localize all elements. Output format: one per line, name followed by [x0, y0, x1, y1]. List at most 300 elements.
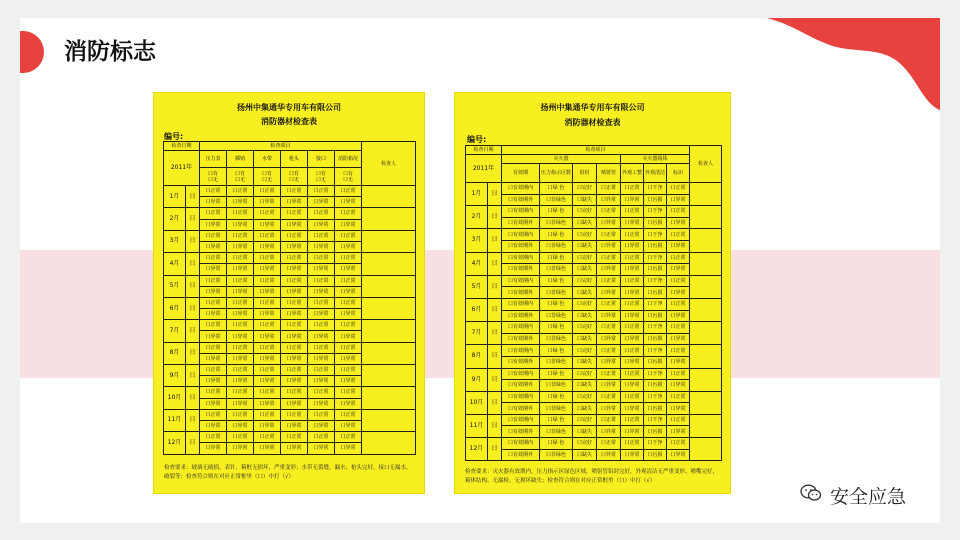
status-cell: 口异常 — [281, 219, 308, 230]
status-cell: 口异常 — [227, 376, 254, 387]
status-cell: 口正常 — [667, 206, 690, 218]
status-cell: 口异常 — [200, 376, 227, 387]
item-header: 压力指示区数 — [540, 164, 573, 183]
status-cell: 口异常 — [281, 241, 308, 252]
status-cell: 口正常 — [308, 253, 335, 264]
item-options — [335, 168, 362, 186]
day-label: 日 — [488, 206, 502, 229]
status-cell: 口异常 — [281, 353, 308, 364]
status-cell: 口正常 — [621, 183, 644, 195]
status-cell: 口正常 — [621, 391, 644, 403]
status-cell: 口异常 — [254, 353, 281, 364]
inspector-cell — [690, 368, 722, 391]
status-cell: 口非绿色 — [540, 217, 573, 229]
status-cell: 口有效期内 — [502, 298, 540, 310]
status-cell: 口正常 — [227, 365, 254, 376]
status-cell: 口正常 — [227, 409, 254, 420]
status-cell: 口正常 — [254, 320, 281, 331]
status-cell: 口异常 — [281, 398, 308, 409]
form-left-note: 检查要求：玻璃无破损，表针、箱框无损坏，严重变形；水带无裂缝，漏水；枪头完好，接口无漏水，破裂等；检查符合则在对应正常框里（口）中打（√） — [164, 465, 412, 480]
status-cell: 口有效期内 — [502, 438, 540, 450]
status-cell: 口正常 — [667, 298, 690, 310]
status-cell: 口异常 — [667, 287, 690, 299]
status-cell: 口正常 — [597, 275, 621, 287]
status-cell: 口有效期外 — [502, 426, 540, 438]
status-cell: 口正常 — [281, 387, 308, 398]
status-cell: 口异常 — [335, 286, 362, 297]
status-cell: 口非绿色 — [540, 356, 573, 368]
status-cell: 口异常 — [281, 264, 308, 275]
inspector-cell — [690, 391, 722, 414]
item-header: 铅封 — [573, 164, 597, 183]
day-label: 日 — [488, 438, 502, 461]
header-inspector: 检查人 — [690, 146, 722, 183]
inspector-cell — [362, 387, 416, 409]
status-cell: 口异常 — [227, 443, 254, 454]
month-label: 3月 — [164, 230, 186, 252]
status-cell: 口正常 — [621, 414, 644, 426]
status-cell: 口异常 — [335, 219, 362, 230]
status-cell: 口完好 — [573, 206, 597, 218]
item-options — [200, 168, 227, 186]
status-cell: 口正常 — [597, 183, 621, 195]
status-cell: 口绿 色 — [540, 322, 573, 334]
day-label: 日 — [186, 297, 200, 319]
status-cell: 口有效期内 — [502, 391, 540, 403]
status-cell: 口异常 — [254, 241, 281, 252]
status-cell: 口完好 — [573, 298, 597, 310]
status-cell: 口正常 — [667, 322, 690, 334]
status-cell: 口正常 — [254, 208, 281, 219]
month-label: 11月 — [164, 409, 186, 431]
status-cell: 口正常 — [667, 252, 690, 264]
status-cell: 口缺失 — [573, 217, 597, 229]
month-label: 8月 — [466, 345, 488, 368]
status-cell: 口正常 — [621, 206, 644, 218]
status-cell: 口非绿色 — [540, 403, 573, 415]
status-cell: 口完好 — [573, 438, 597, 450]
option-no: 口无 — [262, 176, 273, 183]
status-cell: 口绿 色 — [540, 229, 573, 241]
title-accent-shape — [20, 31, 44, 73]
status-cell: 口污损 — [644, 449, 667, 461]
item-header: 压力表 — [200, 151, 227, 168]
status-cell: 口异常 — [227, 420, 254, 431]
status-cell: 口正常 — [597, 252, 621, 264]
day-label: 日 — [186, 320, 200, 342]
status-cell: 口异常 — [308, 264, 335, 275]
inspector-cell — [362, 342, 416, 364]
status-cell: 口正常 — [281, 253, 308, 264]
status-cell: 口正常 — [621, 438, 644, 450]
status-cell: 口异常 — [667, 264, 690, 276]
status-cell: 口有效期外 — [502, 194, 540, 206]
status-cell: 口正常 — [335, 275, 362, 286]
item-options — [281, 168, 308, 186]
status-cell: 口正常 — [308, 275, 335, 286]
status-cell: 口有效期外 — [502, 380, 540, 392]
status-cell: 口正常 — [254, 365, 281, 376]
status-cell: 口绿 色 — [540, 183, 573, 195]
inspector-cell — [690, 206, 722, 229]
status-cell: 口缺失 — [573, 380, 597, 392]
status-cell: 口异常 — [200, 398, 227, 409]
status-cell: 口正常 — [281, 186, 308, 197]
wechat-logo-icon — [800, 484, 822, 502]
month-label: 1月 — [466, 183, 488, 206]
inspector-cell — [690, 183, 722, 206]
status-cell: 口异常 — [227, 241, 254, 252]
month-label: 2月 — [164, 208, 186, 230]
status-cell: 口正常 — [335, 387, 362, 398]
month-label: 12月 — [164, 432, 186, 454]
status-cell: 口异常 — [667, 426, 690, 438]
day-label: 日 — [488, 298, 502, 321]
status-cell: 口异常 — [254, 376, 281, 387]
status-cell: 口绿 色 — [540, 298, 573, 310]
status-cell: 口正常 — [597, 391, 621, 403]
status-cell: 口完好 — [573, 345, 597, 357]
month-label: 11月 — [466, 414, 488, 437]
status-cell: 口缺失 — [573, 264, 597, 276]
status-cell: 口异常 — [667, 449, 690, 461]
status-cell: 口正常 — [335, 253, 362, 264]
status-cell: 口正常 — [227, 208, 254, 219]
inspector-cell — [362, 409, 416, 431]
month-label: 3月 — [466, 229, 488, 252]
status-cell: 口正常 — [308, 230, 335, 241]
status-cell: 口正常 — [667, 438, 690, 450]
status-cell: 口异常 — [254, 197, 281, 208]
status-cell: 口异常 — [254, 219, 281, 230]
status-cell: 口正常 — [308, 186, 335, 197]
status-cell: 口有效期内 — [502, 345, 540, 357]
status-cell: 口异常 — [200, 443, 227, 454]
status-cell: 口正常 — [621, 252, 644, 264]
form-right-table — [465, 145, 722, 461]
status-cell: 口正常 — [335, 342, 362, 353]
status-cell: 口正常 — [200, 342, 227, 353]
inspector-cell — [690, 275, 722, 298]
status-cell: 口异常 — [621, 426, 644, 438]
status-cell: 口正常 — [667, 368, 690, 380]
form-right-company: 扬州中集通华专用车有限公司 — [540, 103, 645, 112]
item-header: 接口 — [308, 151, 335, 168]
inspector-cell — [690, 414, 722, 437]
option-yes: 口有 — [235, 170, 246, 177]
status-cell: 口缺失 — [573, 426, 597, 438]
header-check-items: 检查项目 — [200, 142, 362, 151]
status-cell: 口有效期外 — [502, 449, 540, 461]
status-cell: 口正常 — [254, 432, 281, 443]
status-cell: 口正常 — [308, 432, 335, 443]
status-cell: 口异常 — [667, 194, 690, 206]
month-label: 2月 — [466, 206, 488, 229]
status-cell: 口正常 — [227, 186, 254, 197]
month-label: 1月 — [164, 186, 186, 208]
status-cell: 口异常 — [335, 443, 362, 454]
status-cell: 口有效期内 — [502, 414, 540, 426]
status-cell: 口完好 — [573, 322, 597, 334]
status-cell: 口有效期外 — [502, 403, 540, 415]
form-left-title: 消防器材检查表 — [261, 117, 317, 126]
status-cell: 口异常 — [308, 331, 335, 342]
status-cell: 口污损 — [644, 194, 667, 206]
option-yes: 口有 — [262, 170, 273, 177]
status-cell: 口正常 — [254, 409, 281, 420]
header-check-items: 检查项目 — [502, 146, 690, 155]
status-cell: 口缺失 — [573, 310, 597, 322]
status-cell: 口正常 — [667, 229, 690, 241]
month-label: 10月 — [164, 387, 186, 409]
status-cell: 口异常 — [621, 240, 644, 252]
status-cell: 口正常 — [281, 320, 308, 331]
month-label: 5月 — [466, 275, 488, 298]
status-cell: 口绿 色 — [540, 206, 573, 218]
status-cell: 口异常 — [200, 353, 227, 364]
status-cell: 口正常 — [200, 320, 227, 331]
status-cell: 口非绿色 — [540, 287, 573, 299]
status-cell: 口干净 — [644, 298, 667, 310]
status-cell: 口正常 — [335, 297, 362, 308]
status-cell: 口正常 — [200, 186, 227, 197]
option-yes: 口有 — [208, 170, 219, 177]
status-cell: 口干净 — [644, 183, 667, 195]
status-cell: 口异常 — [200, 420, 227, 431]
inspector-cell — [362, 230, 416, 252]
status-cell: 口正常 — [227, 275, 254, 286]
status-cell: 口正常 — [621, 345, 644, 357]
status-cell: 口异常 — [667, 380, 690, 392]
day-label: 日 — [186, 230, 200, 252]
status-cell: 口异常 — [281, 286, 308, 297]
inspector-cell — [362, 365, 416, 387]
status-cell: 口异常 — [308, 286, 335, 297]
status-cell: 口异常 — [254, 309, 281, 320]
item-options — [308, 168, 335, 186]
status-cell: 口正常 — [308, 320, 335, 331]
status-cell: 口异常 — [200, 197, 227, 208]
month-label: 12月 — [466, 438, 488, 461]
form-left-table — [163, 141, 416, 455]
day-label: 日 — [488, 275, 502, 298]
status-cell: 口非绿色 — [540, 333, 573, 345]
month-label: 4月 — [164, 253, 186, 275]
status-cell: 口污损 — [644, 310, 667, 322]
status-cell: 口正常 — [200, 253, 227, 264]
day-label: 日 — [186, 275, 200, 297]
status-cell: 口正常 — [200, 208, 227, 219]
status-cell: 口绿 色 — [540, 252, 573, 264]
status-cell: 口正常 — [227, 230, 254, 241]
form-left-serial: 编号: — [164, 132, 184, 141]
status-cell: 口缺失 — [573, 333, 597, 345]
status-cell: 口正常 — [281, 297, 308, 308]
day-label: 日 — [488, 322, 502, 345]
option-no: 口无 — [208, 176, 219, 183]
option-no: 口无 — [235, 176, 246, 183]
status-cell: 口异常 — [335, 241, 362, 252]
month-label: 5月 — [164, 275, 186, 297]
status-cell: 口干净 — [644, 229, 667, 241]
status-cell: 口绿 色 — [540, 345, 573, 357]
status-cell: 口干净 — [644, 391, 667, 403]
status-cell: 口有效期内 — [502, 183, 540, 195]
status-cell: 口正常 — [308, 208, 335, 219]
status-cell: 口绿 色 — [540, 438, 573, 450]
day-label: 日 — [488, 368, 502, 391]
status-cell: 口正常 — [308, 365, 335, 376]
status-cell: 口污损 — [644, 287, 667, 299]
status-cell: 口异常 — [200, 309, 227, 320]
status-cell: 口完好 — [573, 368, 597, 380]
status-cell: 口异常 — [597, 426, 621, 438]
month-label: 6月 — [466, 298, 488, 321]
inspector-cell — [690, 438, 722, 461]
status-cell: 口正常 — [254, 275, 281, 286]
status-cell: 口有效期内 — [502, 275, 540, 287]
status-cell: 口异常 — [621, 356, 644, 368]
inspector-cell — [690, 252, 722, 275]
item-header: 外观工整 — [621, 164, 644, 183]
slide-title: 消防标志 — [64, 39, 156, 65]
option-no: 口无 — [316, 176, 327, 183]
day-label: 日 — [488, 183, 502, 206]
month-label: 7月 — [466, 322, 488, 345]
status-cell: 口绿 色 — [540, 414, 573, 426]
status-cell: 口正常 — [597, 345, 621, 357]
status-cell: 口缺失 — [573, 240, 597, 252]
status-cell: 口异常 — [335, 197, 362, 208]
status-cell: 口正常 — [227, 253, 254, 264]
status-cell: 口正常 — [597, 229, 621, 241]
status-cell: 口正常 — [227, 297, 254, 308]
status-cell: 口异常 — [308, 197, 335, 208]
status-cell: 口正常 — [254, 230, 281, 241]
status-cell: 口异常 — [597, 380, 621, 392]
status-cell: 口正常 — [308, 387, 335, 398]
option-yes: 口有 — [316, 170, 327, 177]
day-label: 日 — [488, 345, 502, 368]
status-cell: 口正常 — [597, 322, 621, 334]
status-cell: 口异常 — [597, 264, 621, 276]
status-cell: 口异常 — [621, 217, 644, 229]
status-cell: 口异常 — [200, 264, 227, 275]
status-cell: 口非绿色 — [540, 380, 573, 392]
status-cell: 口异常 — [308, 241, 335, 252]
status-cell: 口异常 — [281, 197, 308, 208]
day-label: 日 — [488, 252, 502, 275]
status-cell: 口正常 — [281, 365, 308, 376]
status-cell: 口干净 — [644, 275, 667, 287]
status-cell: 口异常 — [621, 194, 644, 206]
status-cell: 口有效期外 — [502, 287, 540, 299]
status-cell: 口正常 — [227, 342, 254, 353]
month-label: 4月 — [466, 252, 488, 275]
status-cell: 口正常 — [281, 275, 308, 286]
status-cell: 口绿 色 — [540, 391, 573, 403]
item-header: 枪头 — [281, 151, 308, 168]
status-cell: 口异常 — [227, 264, 254, 275]
status-cell: 口污损 — [644, 403, 667, 415]
status-cell: 口正常 — [667, 345, 690, 357]
status-cell: 口异常 — [667, 310, 690, 322]
status-cell: 口异常 — [227, 197, 254, 208]
status-cell: 口有效期外 — [502, 356, 540, 368]
day-label: 日 — [186, 342, 200, 364]
month-label: 10月 — [466, 391, 488, 414]
item-header: 外观清洁 — [644, 164, 667, 183]
status-cell: 口有效期内 — [502, 368, 540, 380]
status-cell: 口正常 — [308, 297, 335, 308]
status-cell: 口异常 — [308, 398, 335, 409]
status-cell: 口正常 — [308, 409, 335, 420]
group-extinguisher-box: 灭火器箱体 — [621, 155, 690, 164]
status-cell: 口干净 — [644, 438, 667, 450]
status-cell: 口正常 — [200, 275, 227, 286]
status-cell: 口缺失 — [573, 449, 597, 461]
status-cell: 口异常 — [597, 240, 621, 252]
day-label: 日 — [488, 229, 502, 252]
status-cell: 口非绿色 — [540, 449, 573, 461]
status-cell: 口异常 — [308, 219, 335, 230]
status-cell: 口正常 — [254, 186, 281, 197]
status-cell: 口正常 — [667, 183, 690, 195]
inspector-cell — [362, 208, 416, 230]
option-no: 口无 — [289, 176, 300, 183]
header-check-date: 检查日期 — [164, 142, 200, 151]
inspector-cell — [690, 229, 722, 252]
status-cell: 口异常 — [200, 241, 227, 252]
status-cell: 口正常 — [597, 414, 621, 426]
status-cell: 口完好 — [573, 275, 597, 287]
month-label: 9月 — [164, 365, 186, 387]
header-year: 2011年 — [466, 155, 502, 183]
form-right-serial: 编号: — [467, 135, 487, 144]
item-header: 水带 — [254, 151, 281, 168]
status-cell: 口缺失 — [573, 194, 597, 206]
status-cell: 口正常 — [200, 432, 227, 443]
status-cell: 口污损 — [644, 264, 667, 276]
status-cell: 口正常 — [254, 297, 281, 308]
status-cell: 口污损 — [644, 240, 667, 252]
status-cell: 口污损 — [644, 217, 667, 229]
month-label: 6月 — [164, 297, 186, 319]
status-cell: 口异常 — [335, 353, 362, 364]
form-right-note: 检查要求：灭火器有效期内，压力指示区绿色区域，喷射管铅封完好，外观清洁无严重变形、喷嘴完好，箱体结构、无漏检，无损坏缺失；检查符合则在对应正常框里（口）中打（√） — [465, 469, 719, 484]
status-cell: 口绿 色 — [540, 368, 573, 380]
status-cell: 口正常 — [667, 391, 690, 403]
status-cell: 口异常 — [335, 309, 362, 320]
status-cell: 口正常 — [597, 438, 621, 450]
status-cell: 口干净 — [644, 414, 667, 426]
status-cell: 口正常 — [335, 320, 362, 331]
status-cell: 口异常 — [308, 443, 335, 454]
status-cell: 口异常 — [621, 264, 644, 276]
status-cell: 口干净 — [644, 206, 667, 218]
status-cell: 口正常 — [335, 409, 362, 420]
status-cell: 口异常 — [227, 309, 254, 320]
status-cell: 口异常 — [254, 443, 281, 454]
status-cell: 口正常 — [200, 230, 227, 241]
status-cell: 口异常 — [254, 420, 281, 431]
status-cell: 口异常 — [335, 398, 362, 409]
status-cell: 口正常 — [281, 230, 308, 241]
status-cell: 口正常 — [621, 322, 644, 334]
option-yes: 口有 — [343, 170, 354, 177]
day-label: 日 — [186, 365, 200, 387]
option-no: 口无 — [343, 176, 354, 183]
